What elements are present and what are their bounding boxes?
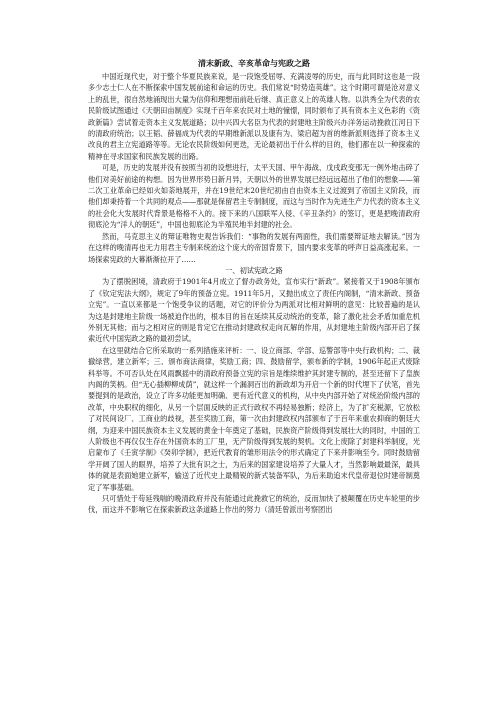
section-paragraph-2: 在这里就结合它所采取的一系列措施来评析：一、设立商部、学部、巡警部等中央行政机构；二、裁撤绿营，建立新军；三、颁布商法商律，奖励工商；四、鼓励留学，颁布新的学制，1906年起正式废除科举等。不可否认处在风雨飘摇中的清政府预备立宪的宗旨是维续维护其封建专制的，甚至还留下了皇族内阁的笑柄。但“无心插柳柳成荫”，就这样一个漏洞百出的新政却为开启一个新的时代埋下了伏笔，首先要提到的是政治，设立了许多功能更加明确、更有近代意义的机构，从中央内部开始了对统治阶级内部的改革，中央职权的细化，从另一个层面反映的正式行政权不再轻易独断；经济上，为了扩充税源，它放松了对民间设厂、工商业的歧视，甚至奖励工商，第一次由封建政权内部颁布了于百年来重农抑商的朝廷大纲，为迎来中国民族资本主义发展的黄金十年奠定了基础，民族资产阶级得到发展壮大的同时，中国的工人阶级也不再仅仅生存在外国资本的工厂里，无产阶级得到发展的契机。文化上废除了封建科举制度，光启蒙布了《壬寅学制》《癸卯学制》，把近代教育的雏形用法令的形式确定了下来并影响至今。同时鼓励留学开阔了国人的眼界，培养了大批有识之士，为后来的国家建设培养了大量人才，当然影响最最深，最具体的就是表面她建立新军，输送了近代史上最精锐的新式装备军队，为后来助追末代皇帝退位时建帝制奠定了军事基础。 — [88, 345, 420, 492]
section-paragraph-1: 为了摆脱困境，清政府于1901年4月成立了督办政务处，宣布实行“新政”。紧接着又于1908年颁布了《钦定宪法大纲》，规定了9年的预备立宪。1911年5月，又抛出成立了责任内阁制，“清末新政、预备立宪”。一直以来都是一个饱受争议的话题，对它的评价分为两派对比相对鲜明的意见：比较普遍的是认为这是封建地主阶级一场被迫作出的，根本目的旨在延续其反动统治的变革，除了激化社会矛盾加重危机外别无其他；而与之相对应的则是肯定它在推动封建政权走向瓦解的作用，从封建地主阶级内部开启了探索近代中国宪政之路的最初尝试。 — [88, 277, 420, 344]
intro-paragraph-2: 可是，历史的发展并没有按照当初的设想进行，太平天国、甲午海战、戊戌政变那无一例外地击碎了他们对美好前途的构想。因为世界形势日新月异，天朝以外的世界发展已经远远超出了他们的想象——第二次工业革命已经如火如荼地展开，并在19世纪末20世纪初由自由资本主义过渡到了帝国主义阶段，而他们却秉持着一个共同的观点——那就是保留君主专制制度，而这与当时作为先进生产力代表的资本主义的社会化大发展时代背景是格格不入的。接下来的八国联军入侵、《辛丑条约》的签订，更是把晚清政府彻底沦为“洋人的朝廷”，中国也彻底沦为半殖民地半封建的社会。 — [88, 163, 420, 230]
section-paragraph-3: 只可惜处于苟延残喘的晚清政府并没有能通过此挽救它的统治，反而加快了被颠覆在历史车轮里的步伐，而这并不影响它在探索新政这条道路上作出的努力（清廷曾派出考察团出 — [88, 494, 420, 515]
intro-paragraph-3: 然而，马克思主义的辩证唯物史观告诉我们：“事物的发展有两面性，我们需要辩证地去解读。”因为在这样的晚清再也无力用君主专制来统治这个庞大的帝国背景下，国内要求变革的呼声日益高涨起来。一场探索宪政的大幕渐渐拉开了…… — [88, 231, 420, 264]
document-title: 清末新政、辛亥革命与宪政之路 — [198, 59, 310, 68]
intro-paragraph-1: 中国近现代史，对于整个华夏民族来说，是一段饱受屈辱、充满凌辱的历史，而与此同时这也是一段多少志士仁人在不断探索中国发展前途和命运的历史。我们常说“时势造英雄”。这个时期可谓是沧对意义上的乱世，很自然地涌现出大量为信仰和理想而前赴后继、真正意义上的英雄人物。以洪秀全为代表的农民阶级试图通过《天朝田亩制度》实现千百年来农民对土地的憧憬，同时颁布了具有资本主义色彩的《资政新篇》尝试着走资本主义发展道路；以中兴四大名臣为代表的封建地主阶级兴办洋务运动挽救江河日下的清政府统治；以王韬、薛福成为代表的早期维新派以及康有为、梁启超为首的维新派则选择了资本主义改良的君主立宪道路等等。无论农民阶级如何更迭，无论最初出于什么样的目的，他们都在以一种探索的精神在寻求国家和民族发展的出路。 — [88, 72, 420, 161]
section-heading: 一、初试宪政之路 — [225, 265, 283, 275]
